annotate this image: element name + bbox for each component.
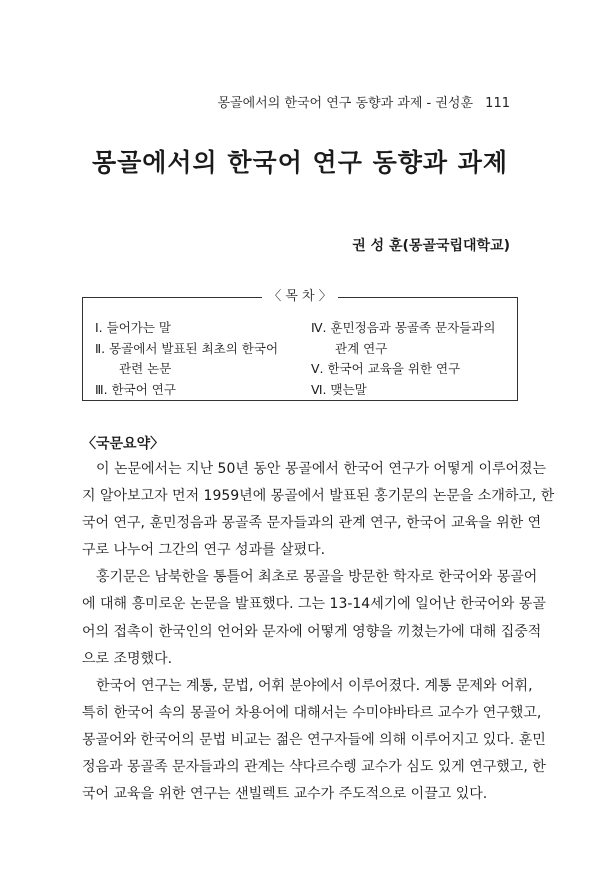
toc-item-text: 훈민정음과 몽골족 문자들과의: [330, 320, 496, 335]
text-line: 에 대해 흥미로운 논문을 발표했다. 그는 13-14세기에 일어난 한국어와 몽골: [82, 596, 546, 613]
running-header: [218, 92, 511, 111]
toc-item-number: Ⅱ.: [95, 340, 106, 356]
page-number: 111: [485, 96, 510, 111]
toc-item-text: 한국어 연구: [111, 381, 176, 397]
toc-item-number: Ⅵ.: [311, 381, 327, 397]
table-of-contents: [82, 289, 518, 401]
toc-right-column: [311, 318, 511, 400]
toc-item: [311, 380, 511, 401]
toc-item-number: Ⅴ.: [311, 361, 324, 376]
toc-item: [311, 318, 511, 339]
toc-item: [311, 359, 511, 380]
text-line: 구로 나누어 그간의 연구 성과를 살폈다.: [82, 542, 326, 559]
text-line: 국어 연구, 훈민정음과 몽골족 문자들과의 관계 연구, 한국어 교육을 위한 연: [82, 515, 542, 532]
toc-item: [95, 339, 295, 360]
toc-left-column: [95, 318, 295, 400]
toc-heading-label: 〈 목 차 〉: [262, 289, 338, 304]
paper-title: 몽골에서의 한국어 연구 동향과 과제: [91, 148, 509, 177]
text-line: 으로 조명했다.: [82, 650, 173, 667]
toc-item-number: Ⅰ.: [95, 320, 103, 335]
running-title: 몽골에서의 한국어 연구 동향과 과제 - 권성훈: [217, 96, 474, 111]
toc-item-number: Ⅳ.: [311, 320, 327, 335]
text-line: 한국어 연구는 계통, 문법, 어휘 분야에서 이루어졌다. 계통 문제와 어휘,: [96, 677, 533, 694]
abstract-body: [82, 456, 555, 808]
text-line: 이 논문에서는 지난 50년 동안 몽골에서 한국어 연구가 어떻게 이루어졌는: [96, 461, 547, 477]
text-line: 정음과 몽골족 문자들과의 관계는 샥다르수렝 교수가 심도 있게 연구했고, 한: [82, 759, 546, 776]
text-line: 국어 교육을 위한 연구는 샌빌렉트 교수가 주도적으로 이끌고 있다.: [82, 786, 488, 803]
abstract-paragraph: [82, 564, 546, 672]
toc-item-text: 맺는말: [330, 381, 367, 397]
toc-item-continuation: 관련 논문: [119, 361, 172, 376]
text-line: 어의 접촉이 한국인의 언어와 문자에 어떻게 영향을 끼쳤는가에 대해 집중적: [82, 623, 542, 640]
toc-item-continuation: 관계 연구: [335, 340, 388, 356]
text-line: 지 알아보고자 먼저 1959년에 몽골에서 발표된 홍기문의 논문을 소개하고, 한: [82, 488, 555, 505]
toc-item-text: 한국어 교육을 위한 연구: [327, 361, 461, 376]
text-line: 특히 한국어 속의 몽골어 차용어에 대해서는 수미야바타르 교수가 연구했고,: [82, 704, 542, 721]
toc-item-text: 들어가는 말: [106, 320, 172, 335]
toc-item-number: Ⅲ.: [95, 381, 108, 397]
abstract-paragraph: [82, 456, 555, 564]
abstract-paragraph: [82, 673, 546, 808]
toc-item: [95, 380, 295, 401]
author-line: 권 성 훈(몽골국립대학교): [352, 238, 510, 254]
toc-heading: [83, 288, 517, 306]
abstract-heading: 〈국문요약〉: [82, 436, 165, 452]
toc-item-text: 몽골에서 발표된 최초의 한국어: [109, 340, 279, 356]
toc-item: [95, 318, 295, 339]
text-line: 몽골어와 한국어의 문법 비교는 젊은 연구자들에 의해 이루어지고 있다. 훈민: [82, 731, 546, 748]
text-line: 홍기문은 남북한을 통틀어 최초로 몽골을 방문한 학자로 한국어와 몽골어: [96, 569, 538, 586]
